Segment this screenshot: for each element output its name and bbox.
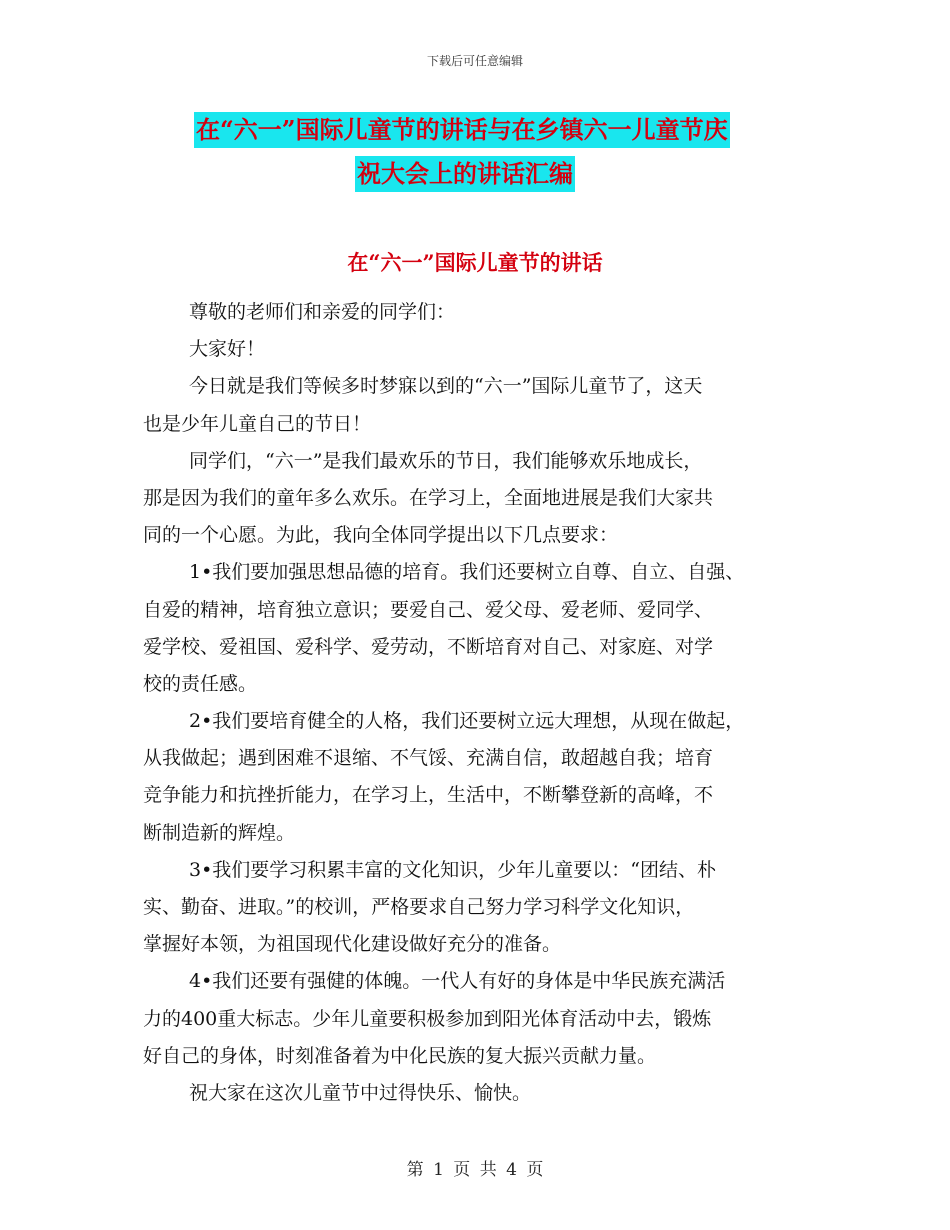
text-line: 也是少年儿童自己的节日！: [143, 412, 372, 435]
text-line: 掌握好本领，为祖国现代化建设做好充分的准备。: [143, 933, 562, 956]
text-line: 力的400重大标志。少年儿童要积极参加到阳光体育活动中去，锻炼: [143, 1007, 712, 1030]
text-line: 那是因为我们的童年多么欢乐。在学习上，全面地进展是我们大家共: [143, 486, 714, 509]
section-subtitle: 在“六一”国际儿童节的讲话: [347, 250, 603, 275]
text-line: 自爱的精神，培育独立意识；要爱自己、爱父母、爱老师、爱同学、: [143, 598, 714, 621]
header-note: 下载后可任意编辑: [426, 54, 523, 68]
document-title-line-1: 在“六一”国际儿童节的讲话与在乡镇六一儿童节庆: [194, 112, 730, 148]
text-line: 从我做起；遇到困难不退缩、不气馁、充满自信，敢超越自我；培育: [143, 747, 714, 770]
text-line: 竞争能力和抗挫折能力，在学习上，生活中，不断攀登新的高峰，不: [143, 784, 714, 807]
text-line: 好自己的身体，时刻准备着为中化民族的复大振兴贡献力量。: [143, 1044, 657, 1067]
text-line: 1•我们要加强思想品德的培育。我们还要树立自尊、自立、自强、: [189, 561, 745, 584]
text-line: 实、勤奋、进取。”的校训，严格要求自己努力学习科学文化知识，: [143, 896, 695, 918]
text-line: 3•我们要学习积累丰富的文化知识，少年儿童要以：“团结、朴: [189, 858, 717, 881]
text-line: 同学们，“六一”是我们最欢乐的节日，我们能够欢乐地成长，: [189, 449, 703, 472]
text-line: 校的责任感。: [143, 672, 258, 695]
text-line: 同的一个心愿。为此，我向全体同学提出以下几点要求：: [143, 524, 619, 547]
text-line: 断制造新的辉煌。: [143, 821, 296, 844]
text-line: 今日就是我们等候多时梦寐以到的“六一”国际儿童节了，这天: [189, 375, 703, 398]
text-line: 尊敬的老师们和亲爱的同学们：: [189, 301, 456, 323]
text-line: 爱学校、爱祖国、爱科学、爱劳动，不断培育对自己、对家庭、对学: [143, 635, 714, 658]
text-line: 4•我们还要有强健的体魄。一代人有好的身体是中华民族充满活: [189, 970, 726, 993]
document-title-line-2: 祝大会上的讲话汇编: [355, 156, 575, 192]
body-text: [143, 294, 833, 1112]
text-line: 祝大家在这次儿童节中过得快乐、愉快。: [189, 1081, 532, 1104]
text-line: 大家好！: [189, 338, 266, 361]
page-footer: 第 1 页 共 4 页: [406, 1160, 544, 1180]
text-line: 2•我们要培育健全的人格，我们还要树立远大理想，从现在做起，: [189, 710, 745, 733]
